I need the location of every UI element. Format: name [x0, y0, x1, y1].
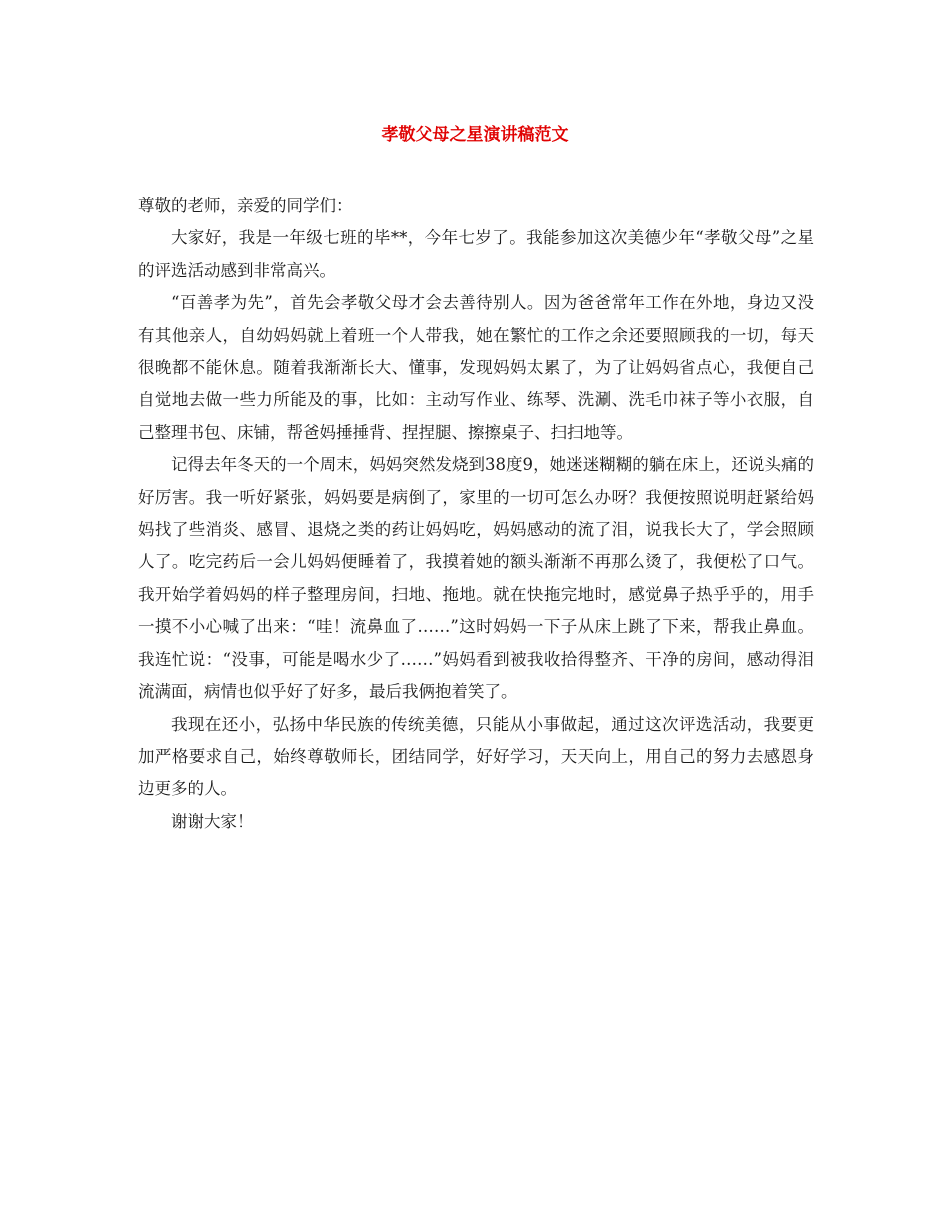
- paragraph-resolution: 我现在还小，弘扬中华民族的传统美德，只能从小事做起，通过这次评选活动，我要更加严格要求自己，始终尊敬师长，团结同学，好好学习，天天向上，用自己的努力去感恩身边更多的人。: [138, 714, 814, 799]
- paragraph-intro: 大家好，我是一年级七班的毕**，今年七岁了。我能参加这次美德少年“孝敬父母”之星的评选活动感到非常高兴。: [138, 228, 814, 280]
- paragraph-winter-story: 记得去年冬天的一个周末，妈妈突然发烧到38度9，她迷迷糊糊的躺在床上，还说头痛的好厉害。我一听好紧张，妈妈要是病倒了，家里的一切可怎么办呀？我便按照说明赶紧给妈妈找了些消炎、感冒、退烧之类的药让妈妈吃，妈妈感动的流了泪，说我长大了，学会照顾人了。吃完药后一会儿妈妈便睡着了，我摸着她的额头渐渐不再那么烫了，我便松了口气。我开始学着妈妈的样子整理房间，扫地、拖地。就在快拖完地时，感觉鼻子热乎乎的，用手一摸不小心喊了出来：“哇！流鼻血了……”这时妈妈一下子从床上跳了下来，帮我止鼻血。我连忙说：“没事，可能是喝水少了……”妈妈看到被我收拾得整齐、干净的房间，感动得泪流满面，病情也似乎好了好多，最后我俩抱着笑了。: [138, 455, 814, 702]
- document-body: [138, 190, 814, 838]
- salutation: 尊敬的老师，亲爱的同学们：: [138, 196, 353, 215]
- paragraph-filial-piety: “百善孝为先”，首先会孝敬父母才会去善待别人。因为爸爸常年工作在外地，身边又没有其他亲人，自幼妈妈就上着班一个人带我，她在繁忙的工作之余还要照顾我的一切，每天很晚都不能休息。随着我渐渐长大、懂事，发现妈妈太累了，为了让妈妈省点心，我便自己自觉地去做一些力所能及的事，比如：主动写作业、练琴、洗涮、洗毛巾袜子等小衣服，自己整理书包、床铺，帮爸妈捶捶背、捏捏腿、擦擦桌子、扫扫地等。: [138, 293, 814, 442]
- document-title: 孝敬父母之星演讲稿范文: [381, 125, 569, 145]
- paragraph-thanks: 谢谢大家！: [171, 811, 254, 831]
